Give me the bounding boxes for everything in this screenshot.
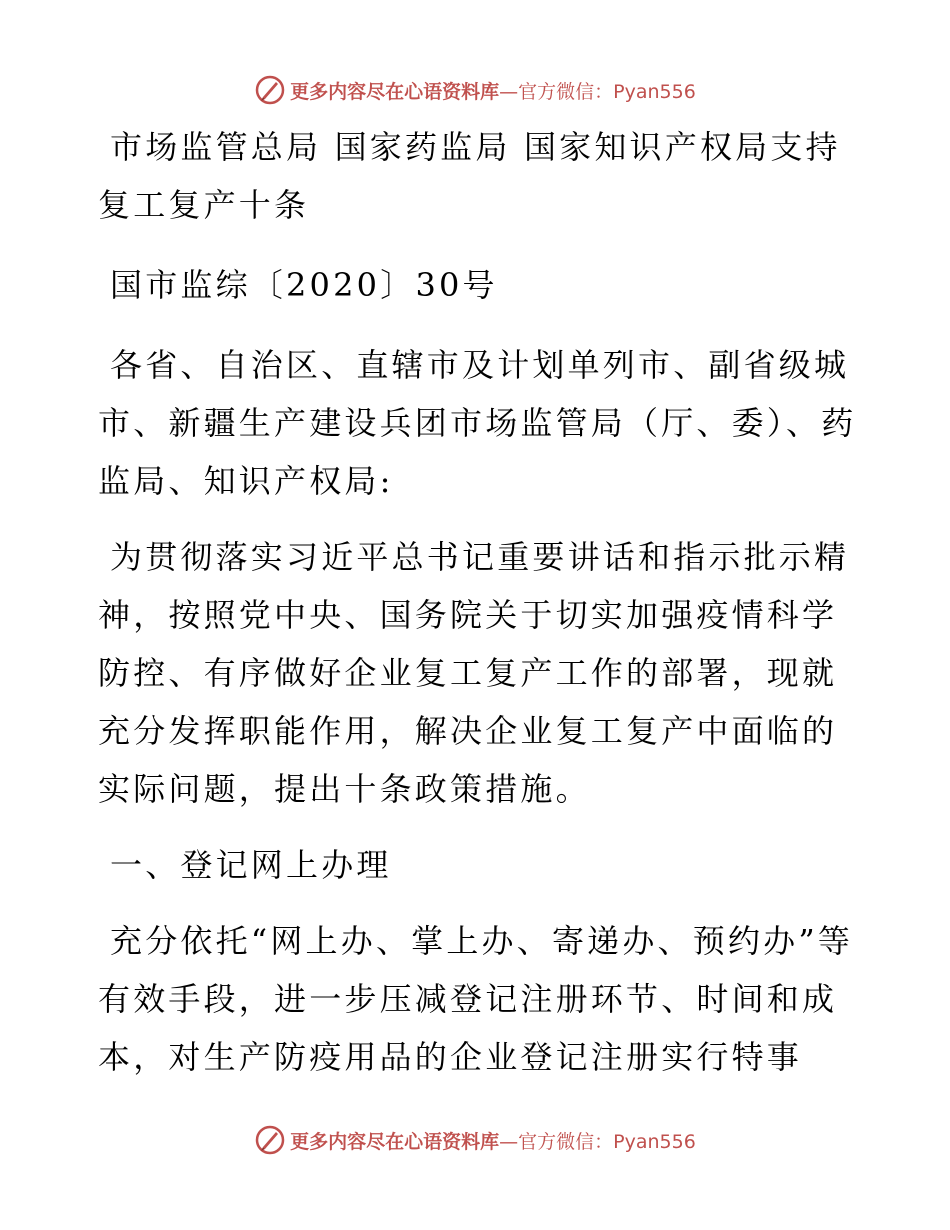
- intro-paragraph: 为贯彻落实习近平总书记重要讲话和指示批示精神，按照党中央、国务院关于切实加强疫情科学防控、有序做好企业复工复产工作的部署，现就充分发挥职能作用，解决企业复工复产中面临的实际问题，提出十条政策措施。: [98, 538, 850, 808]
- watermark-text: [290, 77, 696, 104]
- section-1-body: 充分依托“网上办、掌上办、寄递办、预约办”等有效手段，进一步压减登记注册环节、时间和成本，对生产防疫用品的企业登记注册实行特事: [98, 922, 854, 1076]
- document-title: 市场监管总局 国家药监局 国家知识产权局支持复工复产十条: [98, 128, 841, 224]
- watermark-separator: —: [499, 80, 519, 103]
- footer-watermark-banner: [0, 1120, 950, 1160]
- watermark-text: [290, 1127, 696, 1154]
- document-body: [98, 118, 858, 1096]
- document-number: 国市监综〔2020〕30号: [110, 266, 498, 304]
- watermark-separator: —: [499, 1130, 519, 1153]
- quill-circle-icon: [254, 1124, 286, 1156]
- watermark-lead: 更多内容尽在心语资料库: [290, 80, 500, 103]
- watermark-lead: 更多内容尽在心语资料库: [290, 1130, 500, 1153]
- header-watermark-banner: [0, 70, 950, 110]
- quill-circle-icon: [254, 74, 286, 106]
- watermark-tail: 官方微信：Pyan556: [518, 80, 696, 103]
- section-1-heading: 一、登记网上办理: [110, 846, 392, 884]
- recipients-paragraph: 各省、自治区、直辖市及计划单列市、副省级城市、新疆生产建设兵团市场监管局（厅、委）、药监局、知识产权局:: [98, 346, 857, 500]
- watermark-tail: 官方微信：Pyan556: [518, 1130, 696, 1153]
